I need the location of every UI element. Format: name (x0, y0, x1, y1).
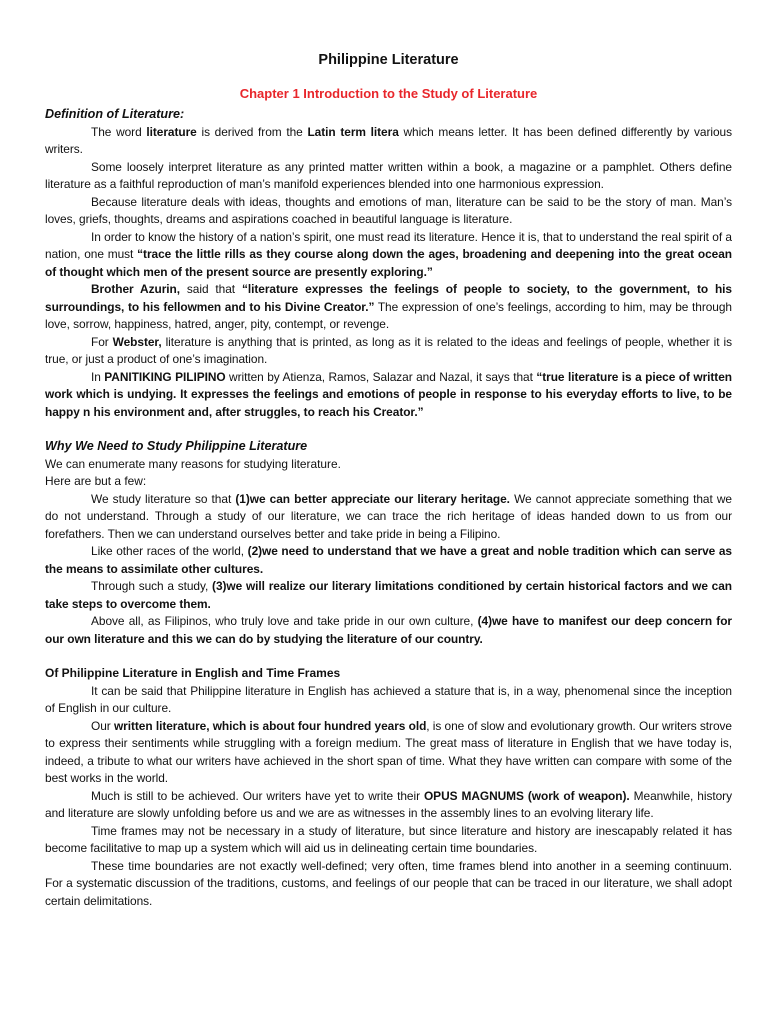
section-heading-english-time-frames: Of Philippine Literature in English and Time Frames (45, 666, 341, 680)
text-run: Time frames may not be necessary in a study of literature, but since literature and history are inescapably related it has become facilitative to map up a system which will aid us in delineating certain time boundaries. (45, 823, 732, 855)
body-paragraph (45, 683, 732, 718)
bold-text: literature (146, 124, 197, 139)
text-run: It can be said that Philippine literature in English has achieved a stature that is, in a way, phenomenal since the inception of English in our culture. (45, 683, 732, 715)
text-run: We study literature so that (91, 491, 236, 506)
bold-text: “trace the little rills as they course along down the ages, broadening and deepening into the great ocean of thought which men of the present source are presently exploring.” (45, 247, 732, 279)
text-run: , is one of slow and evolutionary growth. Our writers strove to express their sentiments while struggling with a foreign medium. The great mass of literature in English that we have today is, indeed, a tribute to what our writers have achieved in the short span of time. What they have written can compare with some of the best works in the world. (45, 718, 732, 785)
section-heading-why-study: Why We Need to Study Philippine Literature (45, 439, 308, 453)
body-paragraph (45, 788, 732, 823)
body-paragraph (45, 369, 732, 422)
section-body-english-time-frames (45, 683, 732, 911)
body-paragraph (45, 858, 732, 911)
bold-text: OPUS MAGNUMS (work of weapon). (423, 788, 630, 803)
bold-text: written literature, which is about four hundred years old (113, 718, 427, 733)
intro-line: Here are but a few: (45, 474, 147, 488)
body-paragraph (45, 823, 732, 858)
document-title: Philippine Literature (318, 52, 459, 68)
text-run: In order to know the history of a nation’s spirit, one must read its literature. Hence it is, that to understand the real spirit of a nation, one must (45, 229, 732, 261)
bold-text: Latin term litera (307, 124, 399, 139)
text-run: Much is still to be achieved. Our writers have yet to write their (91, 788, 424, 803)
bold-text: “literature expresses the feelings of people to society, to the government, to his surroundings, to his fellowmen and to his Divine Creator.” (45, 282, 732, 314)
body-paragraph (45, 543, 732, 578)
body-paragraph (45, 578, 732, 613)
body-paragraph (45, 613, 732, 648)
section-heading-definition: Definition of Literature: (45, 107, 185, 121)
text-run: These time boundaries are not exactly well-defined; very often, time frames blend into another in a seeming continuum. For a systematic discussion of the traditions, customs, and feelings of our people that can be traced in our literature, we shall adopt certain delimitations. (45, 858, 732, 908)
text-run: Meanwhile, history and literature are slowly unfolding before us and we are as witnesses in the assembly lines to an evolving literary life. (45, 788, 732, 820)
body-paragraph (45, 491, 732, 544)
section-body-why-study (45, 491, 732, 649)
body-paragraph (45, 194, 732, 229)
text-run: Our (91, 718, 114, 733)
text-run: said that (180, 282, 242, 296)
text-run: is derived from the (196, 124, 308, 139)
text-run: literature is anything that is printed, as long as it is related to the ideas and feelings of people, whether it is true, or just a product of one’s imagination. (45, 334, 732, 366)
bold-text: (2)we need to understand that we have a great and noble tradition which can serve as the means to assimilate other cultures. (45, 544, 732, 576)
bold-text: PANITIKING PILIPINO (104, 369, 226, 384)
body-paragraph (45, 159, 732, 194)
text-run: Above all, as Filipinos, who truly love and take pride in our own culture, (91, 614, 478, 628)
text-run: Through such a study, (91, 579, 213, 593)
text-run: Because literature deals with ideas, thoughts and emotions of man, literature can be said to be the story of man. Man’s loves, griefs, thoughts, dreams and aspirations coached in beautiful language is literature. (45, 194, 732, 226)
text-run: Some loosely interpret literature as any printed matter written within a book, a magazine or a pamphlet. Others define literature as a faithful reproduction of man’s manifold experiences blended into one harmonious expression. (45, 159, 732, 191)
text-run: Like other races of the world, (91, 544, 248, 558)
chapter-heading: Chapter 1 Introduction to the Study of Literature (239, 86, 538, 101)
text-run: For (91, 334, 113, 349)
text-run: which means letter. It has been defined differently by various writers. (45, 124, 732, 156)
bold-text: (1)we can better appreciate our literary heritage. (235, 491, 510, 506)
bold-text: Brother Azurin, (91, 282, 180, 296)
text-run: The expression of one’s feelings, according to him, may be through love, sorrow, happiness, hatred, anger, pity, contempt, or revenge. (45, 299, 732, 331)
body-paragraph (45, 124, 732, 159)
text-run: We cannot appreciate something that we do not understand. Through a study of our literature, we can trace the rich heritage of ideas handed down to us from our forefathers. Then we can understand ourselves better and take pride in being a Filipino. (45, 491, 732, 541)
text-run: written by Atienza, Ramos, Salazar and Nazal, it says that (225, 369, 537, 384)
bold-text: (4)we have to manifest our deep concern for our own literature and this we can do by studying the literature of our country. (45, 614, 733, 646)
text-run: The word (91, 124, 147, 139)
body-paragraph (45, 281, 732, 334)
intro-line: We can enumerate many reasons for studying literature. (45, 456, 341, 471)
body-paragraph (45, 229, 732, 282)
bold-text: Webster, (112, 334, 162, 349)
body-paragraph (45, 334, 732, 369)
bold-text: “true literature is a piece of written work which is undying. It expresses the feelings and emotions of people in response to his everyday efforts to live, to be happy n his environment and, after struggles, to reach his Creator.” (45, 369, 732, 419)
text-run: In (91, 369, 105, 384)
bold-text: (3)we will realize our literary limitations conditioned by certain historical factors and we can take steps to overcome them. (45, 579, 732, 611)
section-body-definition (45, 124, 732, 422)
body-paragraph (45, 718, 732, 788)
